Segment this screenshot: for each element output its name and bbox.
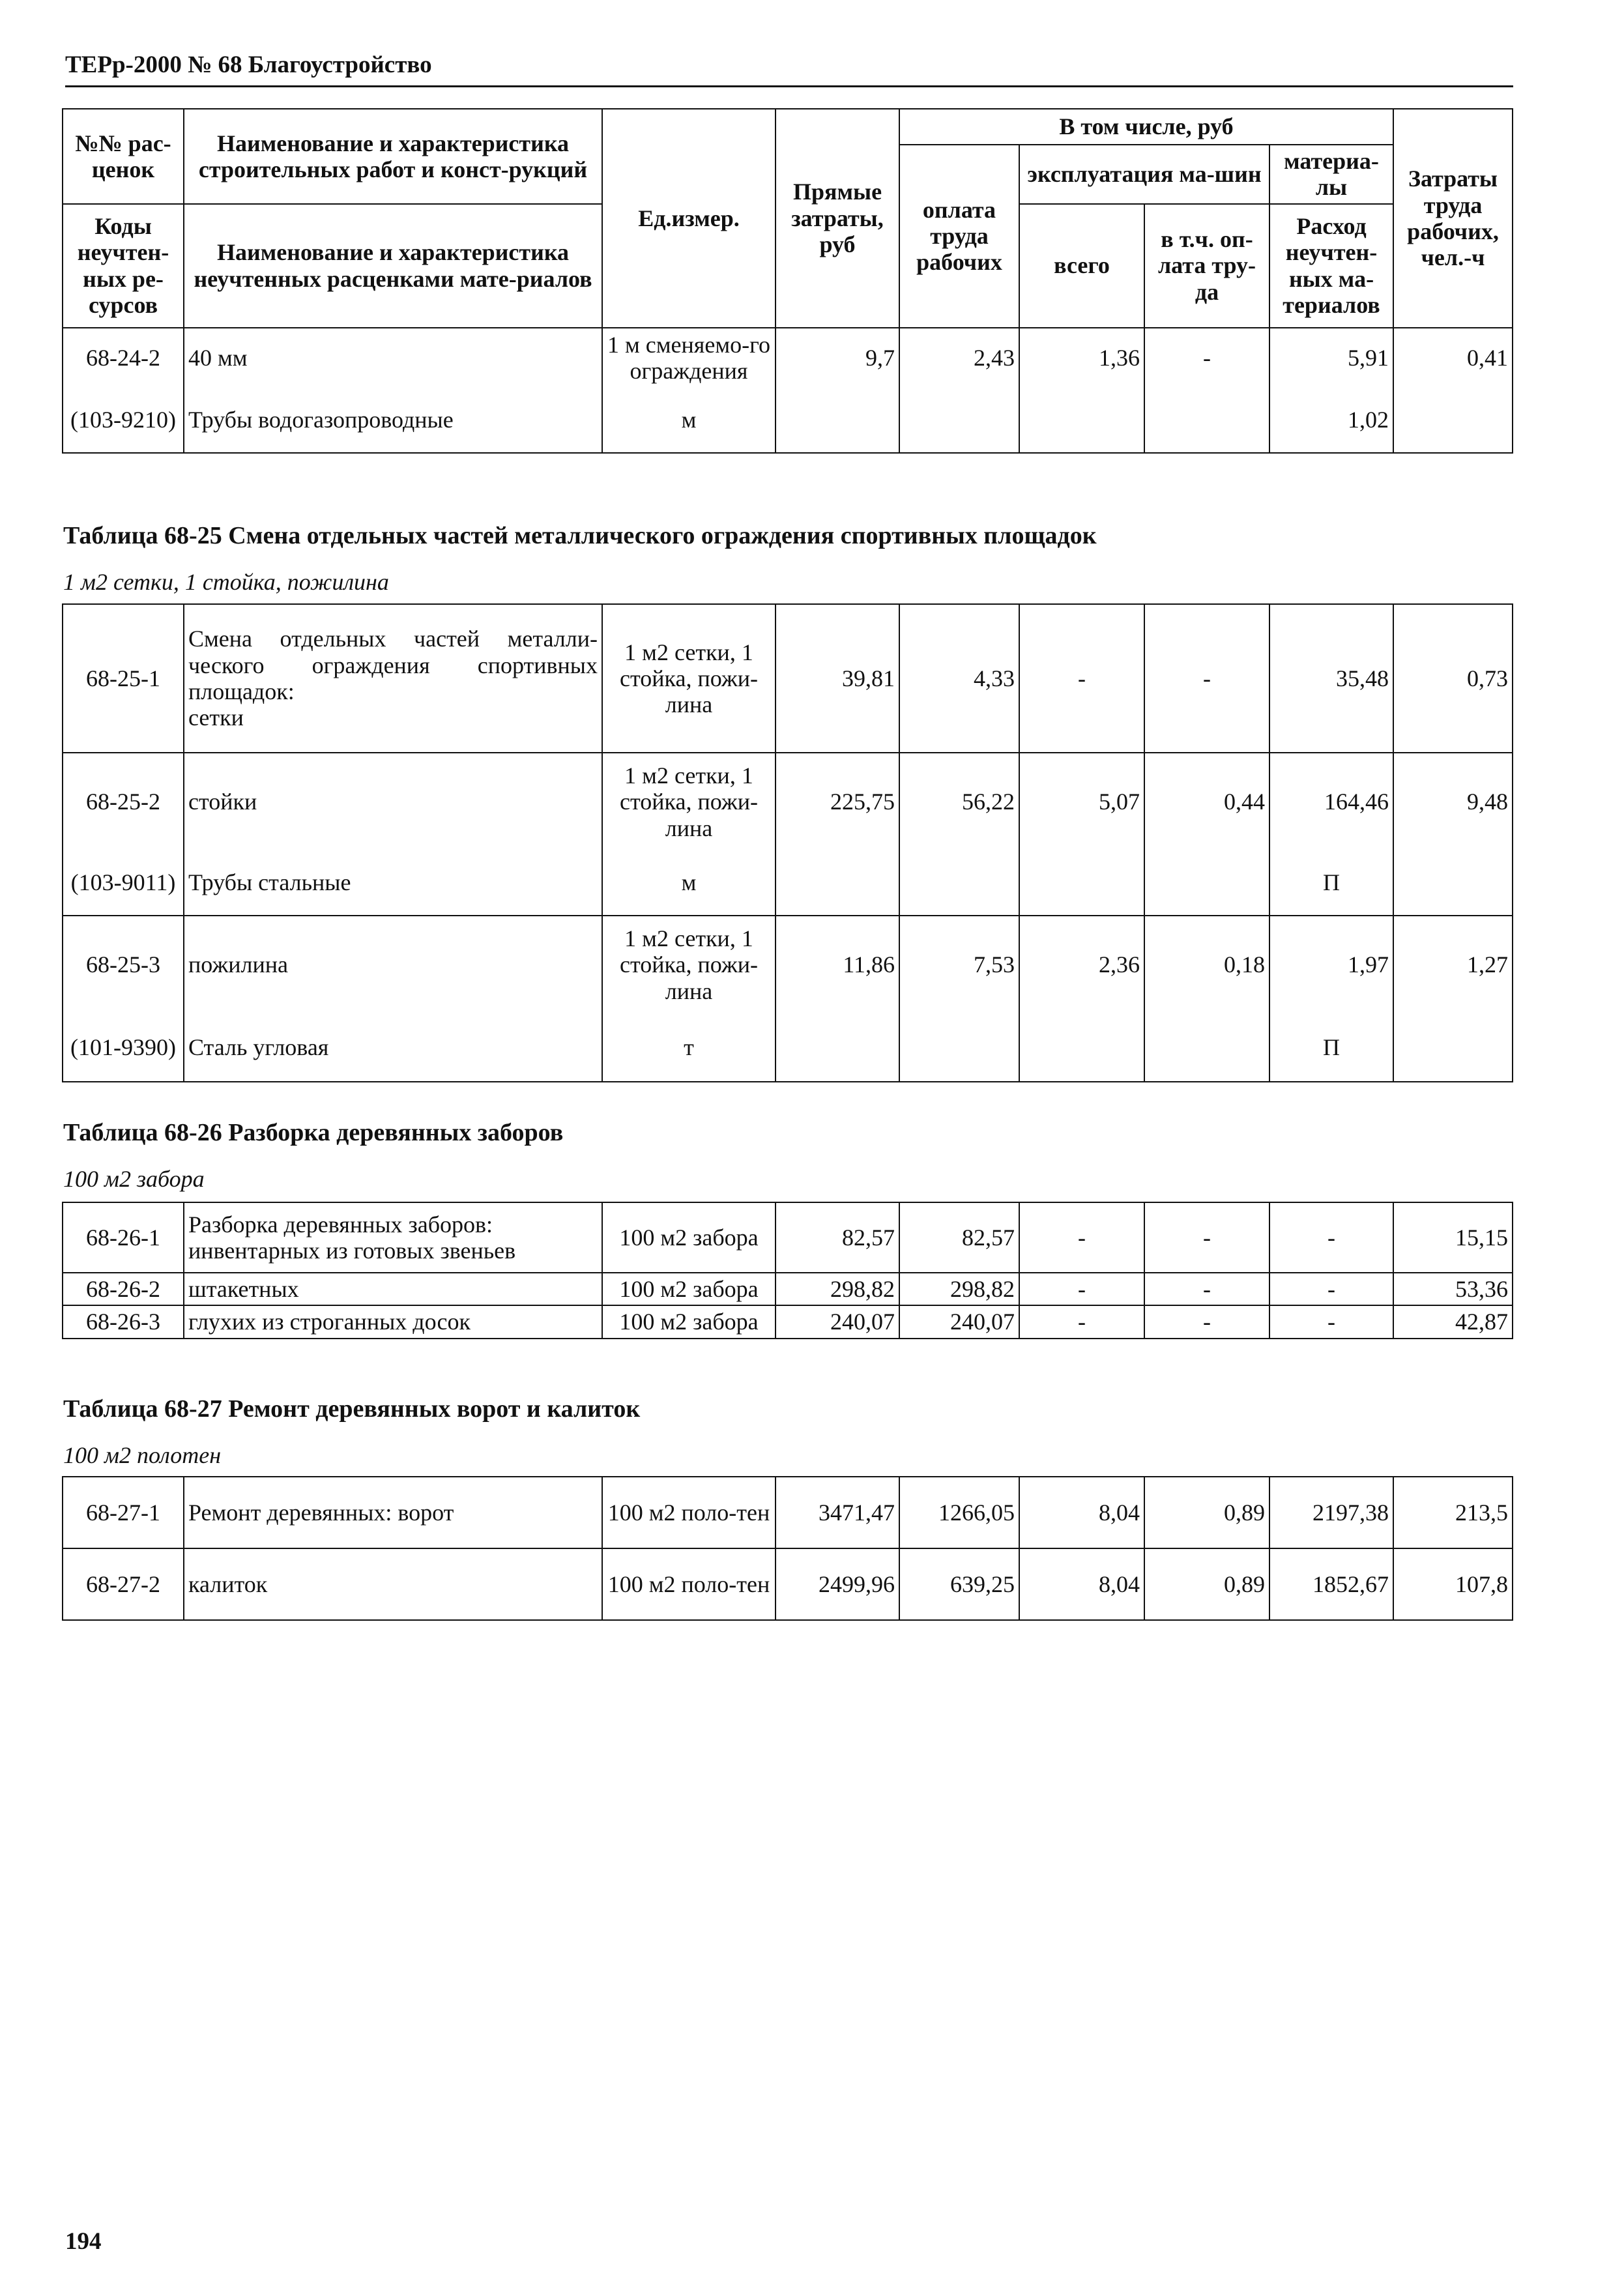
cell-empty (899, 1013, 1019, 1082)
cell-empty (899, 388, 1019, 453)
cell-machines-labor: 0,89 (1144, 1548, 1269, 1620)
cell-name: Трубы стальные (184, 850, 602, 916)
cell-code: 68-27-2 (63, 1548, 184, 1620)
cell-code: 68-25-3 (63, 916, 184, 1013)
cell-unit: 1 м2 сетки, 1 стойка, пожи-лина (602, 604, 776, 753)
cell-hours: 53,36 (1393, 1273, 1513, 1305)
col-header-unit: Ед.измер. (602, 109, 776, 328)
cell-empty (1144, 388, 1269, 453)
cell-materials: П (1269, 850, 1393, 916)
cell-direct: 2499,96 (776, 1548, 899, 1620)
cell-labor: 298,82 (899, 1273, 1019, 1305)
cell-hours: 213,5 (1393, 1477, 1513, 1548)
col-header-name: Наименование и характеристика строительных работ и конст-рукций (184, 109, 602, 204)
table-row (63, 328, 1513, 388)
cell-direct: 298,82 (776, 1273, 899, 1305)
table-row (63, 1548, 1513, 1620)
cell-materials: - (1269, 1273, 1393, 1305)
table-68-27-title: Таблица 68-27 Ремонт деревянных ворот и калиток (63, 1395, 641, 1423)
page-header (65, 51, 1513, 87)
cell-name: Трубы водогазопроводные (184, 388, 602, 453)
cell-code: 68-26-1 (63, 1202, 184, 1273)
cell-hours: 9,48 (1393, 753, 1513, 850)
cell-name: 40 мм (184, 328, 602, 388)
cell-name: пожилина (184, 916, 602, 1013)
table-68-26 (62, 1202, 1513, 1339)
cell-empty (1144, 1013, 1269, 1082)
cell-machines: 2,36 (1019, 916, 1144, 1013)
cell-labor: 639,25 (899, 1548, 1019, 1620)
cell-machines: - (1019, 604, 1144, 753)
cell-name: Разборка деревянных заборов: инвентарных из готовых звеньев (184, 1202, 602, 1273)
col-header-group: В том числе, руб (899, 109, 1393, 145)
cell-unit: 1 м2 сетки, 1 стойка, пожи-лина (602, 916, 776, 1013)
cell-hours: 1,27 (1393, 916, 1513, 1013)
cell-code: 68-25-2 (63, 753, 184, 850)
table-row (63, 1202, 1513, 1273)
cell-code: (103-9210) (63, 388, 184, 453)
cell-machines-labor: 0,89 (1144, 1477, 1269, 1548)
cell-name (184, 604, 602, 753)
cell-materials: 35,48 (1269, 604, 1393, 753)
cell-machines-labor: - (1144, 328, 1269, 388)
cell-materials: 1,97 (1269, 916, 1393, 1013)
cell-direct: 9,7 (776, 328, 899, 388)
cell-labor: 7,53 (899, 916, 1019, 1013)
cell-name: калиток (184, 1548, 602, 1620)
cell-machines-labor: - (1144, 1273, 1269, 1305)
cell-hours: 107,8 (1393, 1548, 1513, 1620)
cell-unit: 1 м сменяемо-го ограждения (602, 328, 776, 388)
table-row (63, 1013, 1513, 1082)
table-68-25-unit: 1 м2 сетки, 1 стойка, пожилина (63, 569, 389, 595)
cell-direct: 225,75 (776, 753, 899, 850)
col-header-material-name: Наименование и характеристика неучтенных расценками мате-риалов (184, 204, 602, 328)
col-header-hours: Затраты труда рабочих, чел.-ч (1393, 109, 1513, 328)
cell-unit: 100 м2 поло-тен (602, 1477, 776, 1548)
cell-name: глухих из строганных досок (184, 1305, 602, 1338)
table-row (63, 753, 1513, 850)
cell-materials: П (1269, 1013, 1393, 1082)
cell-empty (1393, 1013, 1513, 1082)
cell-code: (101-9390) (63, 1013, 184, 1082)
table-row (63, 916, 1513, 1013)
cell-code: 68-26-2 (63, 1273, 184, 1305)
cell-code: 68-25-1 (63, 604, 184, 753)
cell-empty (1019, 1013, 1144, 1082)
table-68-26-title: Таблица 68-26 Разборка деревянных заборов (63, 1119, 564, 1146)
cell-labor: 82,57 (899, 1202, 1019, 1273)
cell-code: 68-26-3 (63, 1305, 184, 1338)
table-68-27 (62, 1476, 1513, 1621)
table-68-26-unit: 100 м2 забора (63, 1166, 205, 1192)
col-header-code: №№ рас-ценок (63, 109, 184, 204)
cell-empty (1393, 850, 1513, 916)
cell-materials: - (1269, 1202, 1393, 1273)
cell-labor: 4,33 (899, 604, 1019, 753)
cell-name: штакетных (184, 1273, 602, 1305)
cell-machines: 5,07 (1019, 753, 1144, 850)
cell-machines-labor: - (1144, 1202, 1269, 1273)
cell-machines-labor: - (1144, 1305, 1269, 1338)
col-header-materials: материа-лы (1269, 145, 1393, 204)
cell-machines-labor: - (1144, 604, 1269, 753)
cell-unit: т (602, 1013, 776, 1082)
cell-direct: 240,07 (776, 1305, 899, 1338)
cell-empty (1019, 850, 1144, 916)
header-title: ТЕРр-2000 № 68 Благоустройство (65, 51, 432, 78)
cell-name: Ремонт деревянных: ворот (184, 1477, 602, 1548)
cell-empty (776, 388, 899, 453)
table-row (63, 850, 1513, 916)
table-row (63, 388, 1513, 453)
table-68-25-title: Таблица 68-25 Смена отдельных частей металлического ограждения спортивных площадок (63, 522, 1097, 549)
cell-code: 68-27-1 (63, 1477, 184, 1548)
cell-empty (1393, 388, 1513, 453)
table-68-24 (62, 108, 1513, 454)
cell-materials: - (1269, 1305, 1393, 1338)
cell-name-line: Смена отдельных частей металли-ческого ограждения спортивных площадок: (188, 626, 598, 704)
page-number: 194 (65, 2228, 102, 2255)
cell-labor: 240,07 (899, 1305, 1019, 1338)
col-header-labor: оплата труда рабочих (899, 145, 1019, 328)
table-68-25 (62, 603, 1513, 1082)
cell-code: 68-24-2 (63, 328, 184, 388)
cell-materials: 1852,67 (1269, 1548, 1393, 1620)
cell-code: (103-9011) (63, 850, 184, 916)
cell-direct: 3471,47 (776, 1477, 899, 1548)
table-row (63, 604, 1513, 753)
cell-unit: 1 м2 сетки, 1 стойка, пожи-лина (602, 753, 776, 850)
cell-direct: 11,86 (776, 916, 899, 1013)
cell-materials: 2197,38 (1269, 1477, 1393, 1548)
cell-hours: 0,73 (1393, 604, 1513, 753)
col-header-machines-labor: в т.ч. оп-лата тру-да (1144, 204, 1269, 328)
cell-unit: 100 м2 забора (602, 1273, 776, 1305)
cell-materials: 164,46 (1269, 753, 1393, 850)
cell-empty (899, 850, 1019, 916)
cell-name: Сталь угловая (184, 1013, 602, 1082)
col-header-machines-total: всего (1019, 204, 1144, 328)
cell-direct: 39,81 (776, 604, 899, 753)
cell-machines: - (1019, 1305, 1144, 1338)
cell-machines-labor: 0,18 (1144, 916, 1269, 1013)
col-header-resource-code: Коды неучтен-ных ре-сурсов (63, 204, 184, 328)
cell-labor: 2,43 (899, 328, 1019, 388)
cell-name-line: сетки (188, 704, 244, 731)
cell-unit: 100 м2 поло-тен (602, 1548, 776, 1620)
table-68-27-unit: 100 м2 полотен (63, 1442, 222, 1468)
cell-machines: 8,04 (1019, 1548, 1144, 1620)
cell-hours: 15,15 (1393, 1202, 1513, 1273)
col-header-direct: Прямые затраты, руб (776, 109, 899, 328)
cell-machines: 8,04 (1019, 1477, 1144, 1548)
cell-machines: 1,36 (1019, 328, 1144, 388)
cell-hours: 42,87 (1393, 1305, 1513, 1338)
cell-materials: 5,91 (1269, 328, 1393, 388)
cell-unit: м (602, 850, 776, 916)
cell-machines: - (1019, 1202, 1144, 1273)
cell-empty (1019, 388, 1144, 453)
table-row (63, 1477, 1513, 1548)
cell-labor: 56,22 (899, 753, 1019, 850)
cell-machines: - (1019, 1273, 1144, 1305)
cell-name: стойки (184, 753, 602, 850)
cell-direct: 82,57 (776, 1202, 899, 1273)
col-header-materials-use: Расход неучтен-ных ма-териалов (1269, 204, 1393, 328)
cell-empty (776, 850, 899, 916)
cell-materials: 1,02 (1269, 388, 1393, 453)
table-row (63, 1305, 1513, 1338)
table-row (63, 1273, 1513, 1305)
cell-unit: м (602, 388, 776, 453)
cell-unit: 100 м2 забора (602, 1202, 776, 1273)
col-header-machines: эксплуатация ма-шин (1019, 145, 1269, 204)
cell-labor: 1266,05 (899, 1477, 1019, 1548)
cell-machines-labor: 0,44 (1144, 753, 1269, 850)
cell-empty (1144, 850, 1269, 916)
cell-hours: 0,41 (1393, 328, 1513, 388)
cell-unit: 100 м2 забора (602, 1305, 776, 1338)
cell-empty (776, 1013, 899, 1082)
